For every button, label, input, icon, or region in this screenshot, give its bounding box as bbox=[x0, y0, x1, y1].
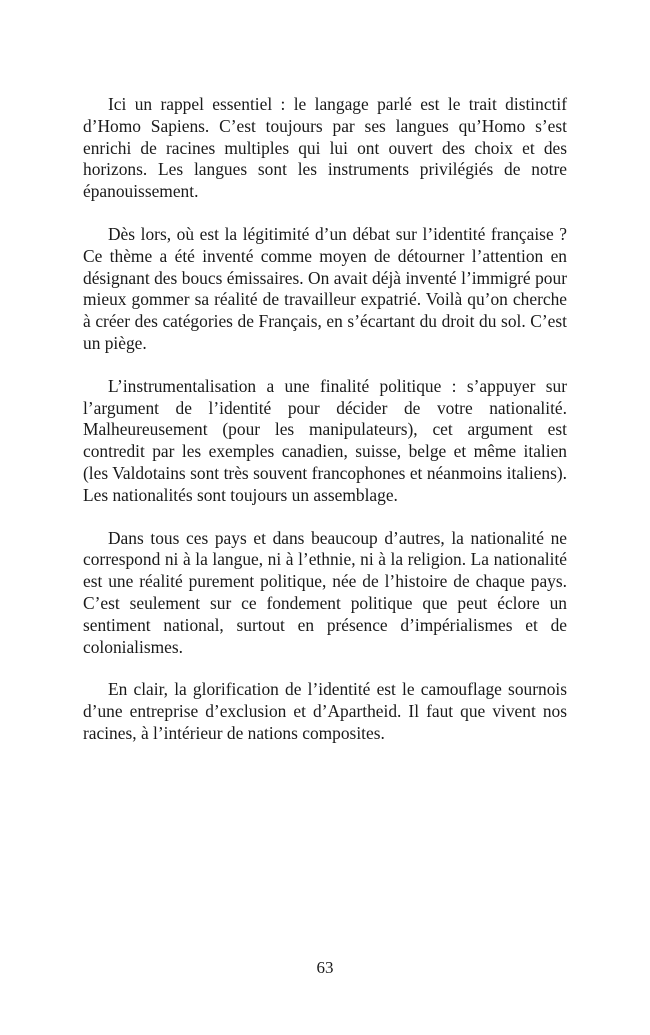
paragraph-1: Ici un rappel essentiel : le langage parlé est le trait distinctif d’Homo Sapiens. C’est toujours par ses langues qu’Homo s’est enrichi de racines multiples qui lui ont ouvert des choix et des horizons. Les langues sont les instruments privilégiés de notre épanouissement. bbox=[83, 94, 567, 202]
paragraph-5: En clair, la glorification de l’identité est le camouflage sournois d’une entreprise d’exclusion et d’Apartheid. Il faut que vivent nos racines, à l’intérieur de nations composites. bbox=[83, 679, 567, 743]
paragraph-3: L’instrumentalisation a une finalité politique : s’appuyer sur l’argument de l’identité pour décider de votre nationalité. Malheureusement (pour les manipulateurs), cet argument est contredit par les exemples canadien, suisse, belge et même italien (les Valdotains sont très souvent francophones et néanmoins italiens). Les nationalités sont toujours un assemblage. bbox=[83, 375, 567, 505]
paragraph-2: Dès lors, où est la légitimité d’un débat sur l’identité française ? Ce thème a été inventé comme moyen de détourner l’attention en désignant des boucs émissaires. On avait déjà inventé l’immigré pour mieux gommer sa réalité de travailleur expatrié. Voilà qu’on cherche à créer des catégories de Français, en s’écartant du droit du sol. C’est un piège. bbox=[83, 223, 567, 353]
paragraph-4: Dans tous ces pays et dans beaucoup d’autres, la nationalité ne correspond ni à la langue, ni à l’ethnie, ni à la religion. La nationalité est une réalité purement politique, née de l’histoire de chaque pays. C’est seulement sur ce fondement politique que peut éclore un sentiment national, surtout en présence d’impérialismes et de colonialismes. bbox=[83, 527, 567, 657]
page-number: 63 bbox=[316, 958, 334, 977]
page-body bbox=[83, 94, 567, 766]
